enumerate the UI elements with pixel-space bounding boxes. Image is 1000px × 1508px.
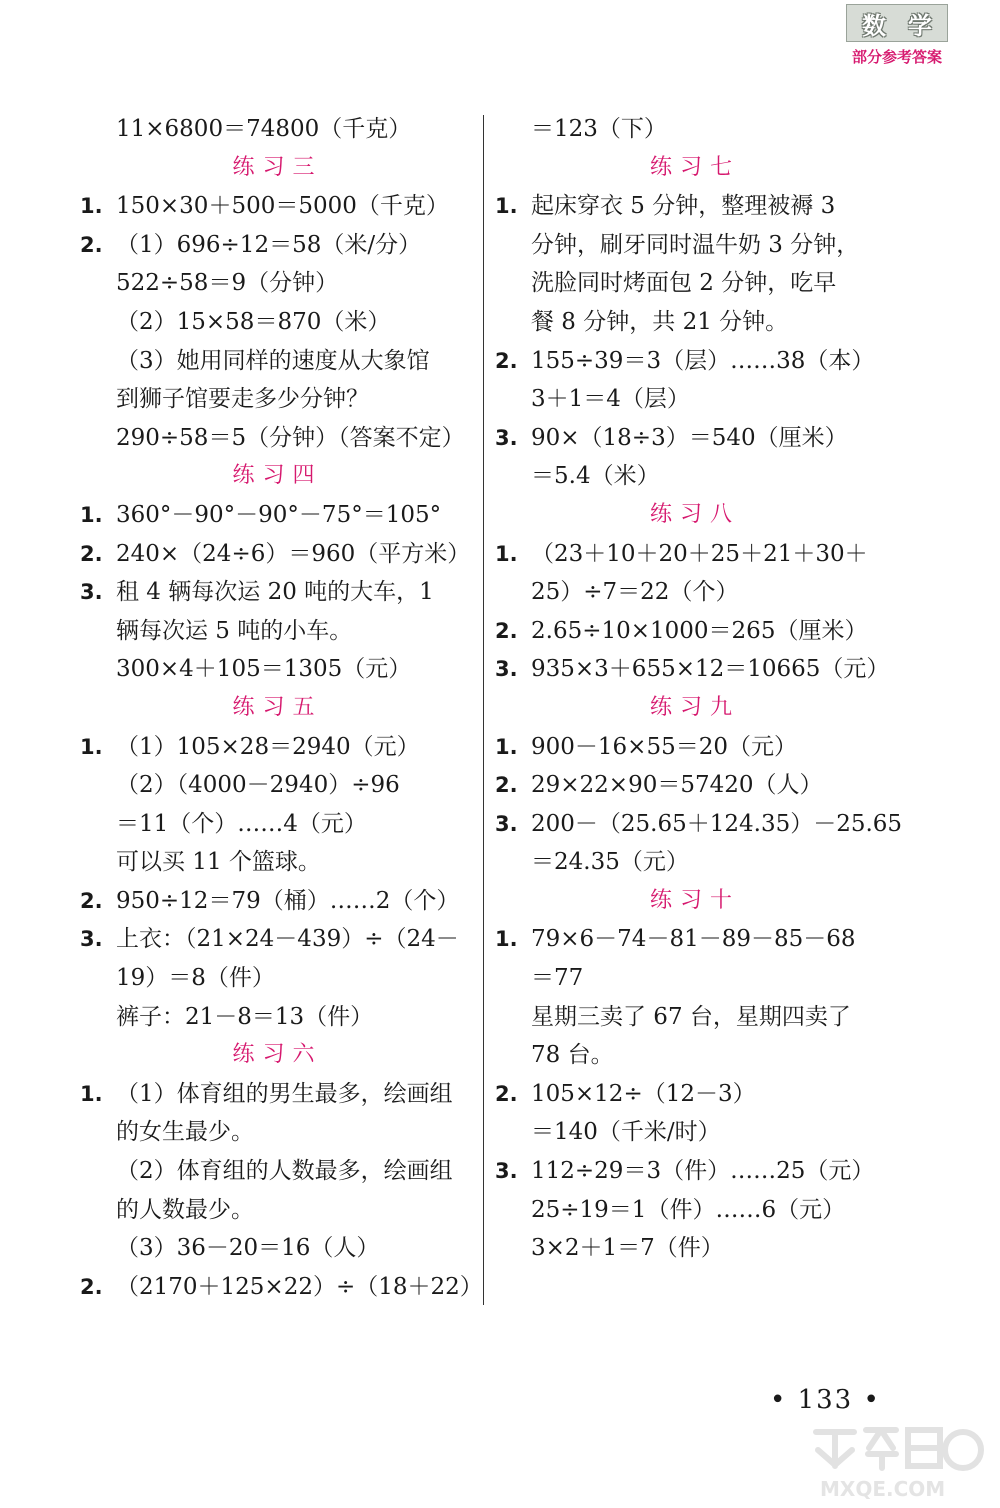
answer-line: [495, 728, 895, 767]
answer-line: [495, 650, 895, 689]
question-number: 1.: [80, 734, 103, 759]
exercise-heading: [80, 149, 475, 188]
answer-line: [80, 650, 475, 689]
answer-text: 522÷58＝9（分钟）: [116, 270, 339, 297]
answer-line: [80, 303, 475, 342]
answer-text: （1）696÷12＝58（米/分）: [116, 231, 422, 258]
answer-text: 240×（24÷6）＝960（平方米）: [116, 540, 471, 567]
question-number: 3.: [495, 1159, 518, 1184]
answer-line: [495, 187, 895, 226]
answer-line: [495, 264, 895, 303]
answer-line: [495, 1229, 895, 1268]
answer-text: 的人数最少。: [116, 1196, 254, 1223]
answer-text: 25）÷7＝22（个）: [531, 579, 739, 606]
answer-line: [495, 920, 895, 959]
answer-text: 300×4＋105＝1305（元）: [116, 656, 412, 683]
answer-line: [495, 843, 895, 882]
exercise-heading: [495, 689, 895, 728]
answer-text: 25÷19＝1（件）……6（元）: [531, 1196, 846, 1223]
answer-text: 洗脸同时烤面包 2 分钟，吃早: [531, 270, 837, 297]
question-number: 2.: [80, 232, 103, 257]
answer-line: [80, 612, 475, 651]
answer-text: 29×22×90＝57420（人）: [531, 772, 823, 799]
question-number: 3.: [80, 580, 103, 605]
exercise-heading-text: 练习八: [649, 501, 740, 527]
question-number: 3.: [495, 657, 518, 682]
exercise-heading-text: 练习十: [649, 887, 740, 913]
answer-line: [495, 805, 903, 844]
exercise-heading: [80, 689, 475, 728]
answer-line: [495, 1191, 895, 1230]
answer-text: ＝123（下）: [531, 116, 667, 142]
question-number: 3.: [495, 811, 518, 836]
question-number: 1.: [495, 194, 518, 219]
exercise-heading: [80, 457, 475, 496]
answer-line: [80, 920, 475, 959]
question-number: 1.: [80, 194, 103, 219]
subject-char-left: 数: [862, 11, 886, 40]
exercise-heading: [495, 496, 895, 535]
question-number: 2.: [495, 348, 518, 373]
answer-line: [80, 1268, 483, 1307]
answer-text: 155÷39＝3（层）……38（本）: [531, 347, 875, 374]
exercise-heading: [495, 882, 895, 921]
answer-text: 辆每次运 5 吨的小车。: [116, 617, 353, 644]
answer-text: 78 台。: [531, 1042, 614, 1069]
answer-line: [495, 573, 895, 612]
question-number: 2.: [495, 1081, 518, 1106]
answer-line: [80, 342, 475, 381]
answer-text: （3）36－20＝16（人）: [116, 1235, 380, 1262]
answer-line: [495, 303, 895, 342]
answer-line: [80, 419, 475, 458]
answer-text: 2.65÷10×1000＝265（厘米）: [531, 617, 868, 644]
exercise-heading-text: 练习四: [232, 463, 323, 489]
answer-text: 起床穿衣 5 分钟，整理被褥 3: [531, 193, 836, 220]
answer-text: 上衣：（21×24－439）÷（24－: [116, 926, 459, 953]
answer-text: 112÷29＝3（件）……25（元）: [531, 1158, 875, 1185]
answer-text: 11×6800＝74800（千克）: [116, 116, 412, 142]
answer-text: 200－（25.65＋124.35）－25.65: [531, 810, 903, 837]
answer-line: [80, 1191, 475, 1230]
answer-text: ＝77: [531, 965, 584, 992]
answer-text: 到狮子馆要走多少分钟？: [116, 386, 369, 413]
answer-text: 150×30＋500＝5000（千克）: [116, 193, 449, 220]
answer-line: [495, 457, 895, 496]
answer-text: （1）105×28＝2940（元）: [116, 733, 420, 760]
question-number: 3.: [495, 425, 518, 450]
answer-text: 900－16×55＝20（元）: [531, 733, 797, 760]
answer-line: [495, 612, 895, 651]
question-number: 1.: [80, 1081, 103, 1106]
answer-text: 950÷12＝79（桶）……2（个）: [116, 887, 460, 914]
exercise-heading: [495, 149, 895, 188]
answer-text: 19）＝8（件）: [116, 965, 275, 992]
answer-line: [80, 766, 475, 805]
answer-text: 935×3＋655×12＝10665（元）: [531, 656, 890, 683]
answer-line: [495, 1036, 895, 1075]
watermark-logo-icon: [808, 1420, 988, 1504]
answer-line: [495, 998, 895, 1037]
answer-line: [80, 496, 475, 535]
exercise-heading-text: 练习三: [232, 154, 323, 180]
subject-char-right: 学: [908, 11, 932, 40]
answer-line: [80, 264, 475, 303]
question-number: 2.: [80, 1274, 103, 1299]
answer-line: [495, 1075, 895, 1114]
section-caption: 部分参考答案: [851, 48, 942, 66]
answer-line: [80, 226, 475, 265]
left-column: [80, 110, 483, 1306]
answer-text: （2）体育组的人数最多，绘画组: [116, 1158, 453, 1185]
answer-line: [80, 573, 475, 612]
answer-text: 360°－90°－90°－75°＝105°: [116, 501, 442, 528]
answer-line: [495, 342, 895, 381]
answer-line: [80, 535, 475, 574]
answer-line: [495, 959, 895, 998]
answer-line: [495, 1152, 895, 1191]
question-number: 1.: [80, 502, 103, 527]
question-number: 2.: [80, 541, 103, 566]
answer-text: ＝24.35（元）: [531, 849, 689, 876]
answer-line: [80, 882, 475, 921]
answer-line: [495, 380, 895, 419]
question-number: 2.: [80, 888, 103, 913]
exercise-heading-text: 练习六: [232, 1042, 323, 1068]
answer-line: [80, 1229, 475, 1268]
answer-line: [495, 535, 895, 574]
question-number: 3.: [80, 927, 103, 952]
answer-text: ＝11（个）……4（元）: [116, 810, 367, 837]
answer-text: 星期三卖了 67 台，星期四卖了: [531, 1003, 851, 1030]
answer-line: [80, 380, 475, 419]
subject-badge: [846, 4, 948, 67]
answer-text: 裤子：21－8＝13（件）: [116, 1003, 374, 1030]
answer-line: [495, 1113, 895, 1152]
page-number: • 133 •: [770, 1385, 881, 1415]
answer-text: 分钟，刷牙同时温牛奶 3 分钟，: [531, 231, 860, 258]
answer-line: [80, 1113, 475, 1152]
subject-title: [846, 4, 948, 42]
question-number: 1.: [495, 734, 518, 759]
answer-text: 90×（18÷3）＝540（厘米）: [531, 424, 848, 451]
answer-line: [495, 766, 895, 805]
answer-text: （2170＋125×22）÷（18＋22）: [116, 1273, 483, 1300]
answer-text: ＝5.4（米）: [531, 463, 660, 490]
question-number: 1.: [495, 541, 518, 566]
answer-line: [80, 805, 475, 844]
answer-text: 79×6－74－81－89－85－68: [531, 926, 856, 953]
answer-line: [80, 1075, 475, 1114]
exercise-heading: [80, 1036, 475, 1075]
answer-line: [495, 110, 895, 149]
answer-text: （2）15×58＝870（米）: [116, 308, 391, 335]
question-number: 2.: [495, 618, 518, 643]
answer-line: [80, 110, 475, 149]
answer-text: 3＋1＝4（层）: [531, 386, 690, 413]
answer-text: 餐 8 分钟，共 21 分钟。: [531, 308, 789, 335]
answer-text: （23＋10＋20＋25＋21＋30＋: [531, 540, 868, 567]
question-number: 2.: [495, 773, 518, 798]
question-number: 1.: [495, 927, 518, 952]
answer-text: （3）她用同样的速度从大象馆: [116, 347, 430, 374]
answer-text: （1）体育组的男生最多，绘画组: [116, 1080, 453, 1107]
svg-text:MXQE.COM: MXQE.COM: [820, 1477, 946, 1501]
answer-text: 的女生最少。: [116, 1119, 254, 1146]
right-column: [495, 110, 903, 1268]
answer-text: 可以买 11 个篮球。: [116, 849, 321, 876]
answer-line: [80, 187, 475, 226]
answer-text: 租 4 辆每次运 20 吨的大车，1: [116, 579, 434, 606]
exercise-heading-text: 练习七: [649, 154, 740, 180]
answer-text: 290÷58＝5（分钟）（答案不定）: [116, 424, 465, 451]
answer-line: [80, 843, 475, 882]
exercise-heading-text: 练习五: [232, 694, 323, 720]
answer-text: ＝140（千米/时）: [531, 1119, 721, 1146]
answer-text: 3×2＋1＝7（件）: [531, 1235, 724, 1262]
answer-text: （2）（4000－2940）÷96: [116, 772, 400, 799]
column-divider: [483, 115, 484, 1305]
answer-text: 105×12÷（12－3）: [531, 1080, 756, 1107]
answer-line: [495, 226, 895, 265]
exercise-heading-text: 练习九: [649, 694, 740, 720]
answer-line: [80, 728, 475, 767]
answer-line: [80, 959, 475, 998]
answer-line: [80, 998, 475, 1037]
answer-line: [495, 419, 895, 458]
answer-line: [80, 1152, 475, 1191]
